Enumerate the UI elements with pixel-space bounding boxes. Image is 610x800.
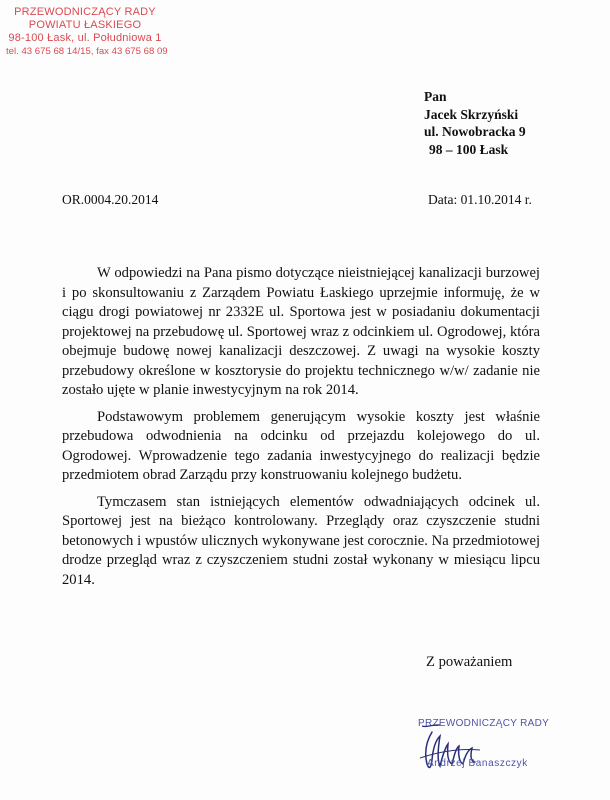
signature-name: Andrzej Banaszczyk <box>427 758 528 769</box>
signature-block <box>418 718 608 774</box>
recipient-city: 98 – 100 Łask <box>429 141 509 157</box>
signature-title: PRZEWODNICZĄCY RADY <box>418 718 550 729</box>
recipient-street: ul. Nowobracka 9 <box>424 124 526 139</box>
letter-body <box>62 264 540 597</box>
body-paragraph-3: Tymczasem stan istniejących elementów odwadniających odcinek ul. Sportowej jest na bieżąco kontrolowany. Przeglądy oraz czyszczenie studni betonowych i wpustów ulicznych wykonywane jest corocznie. Na przedmiotowej drodze przegląd wraz z czyszczeniem studni został wykonany w miesiącu lipcu 2014. <box>62 493 540 588</box>
body-paragraph-1: W odpowiedzi na Pana pismo dotyczące nieistniejącej kanalizacji burzowej i po skonsultowaniu z Zarządem Powiatu Łaskiego uprzejmie informuję, że w ciągu drogi powiatowej nr 2332E ul. Sportowa jest w posiadaniu dokumentacji projektowej na przebudowę ul. Sportowej wraz z odcinkiem ul. Ogrodowej, która obejmuje budowę nowej kanalizacji deszczowej. Z uwagi na wysokie koszty przebudowy określone w kosztorysie do projektu technicznego w/w/ zadanie nie zostało ujęte w planie inwestycyjnym na rok 2014. <box>62 265 540 398</box>
stamp-phone: tel. 43 675 68 14/15, fax 43 675 68 09 <box>6 46 168 57</box>
stamp-office: POWIATU ŁASKIEGO <box>28 19 142 31</box>
stamp-address: 98-100 Łask, ul. Południowa 1 <box>8 32 162 44</box>
stamp-title: PRZEWODNICZĄCY RADY <box>14 6 156 18</box>
recipient-address <box>424 88 526 158</box>
letter-date: Data: 01.10.2014 r. <box>428 192 532 207</box>
body-paragraph-2: Podstawowym problemem generującym wysokie koszty jest właśnie przebudowa odwodnienia na odcinku od przejazdu kolejowego do ul. Ogrodowej. Wprowadzenie tego zadania inwestycyjnego do realizacji będzie przedmiotem obrad Zarządu przy konstruowaniu kolejnego budżetu. <box>62 408 540 483</box>
recipient-salutation: Pan <box>424 89 447 104</box>
sender-stamp <box>6 6 168 58</box>
closing-phrase: Z poważaniem <box>426 654 513 670</box>
reference-number: OR.0004.20.2014 <box>62 192 159 207</box>
recipient-name: Jacek Skrzyński <box>424 106 519 122</box>
